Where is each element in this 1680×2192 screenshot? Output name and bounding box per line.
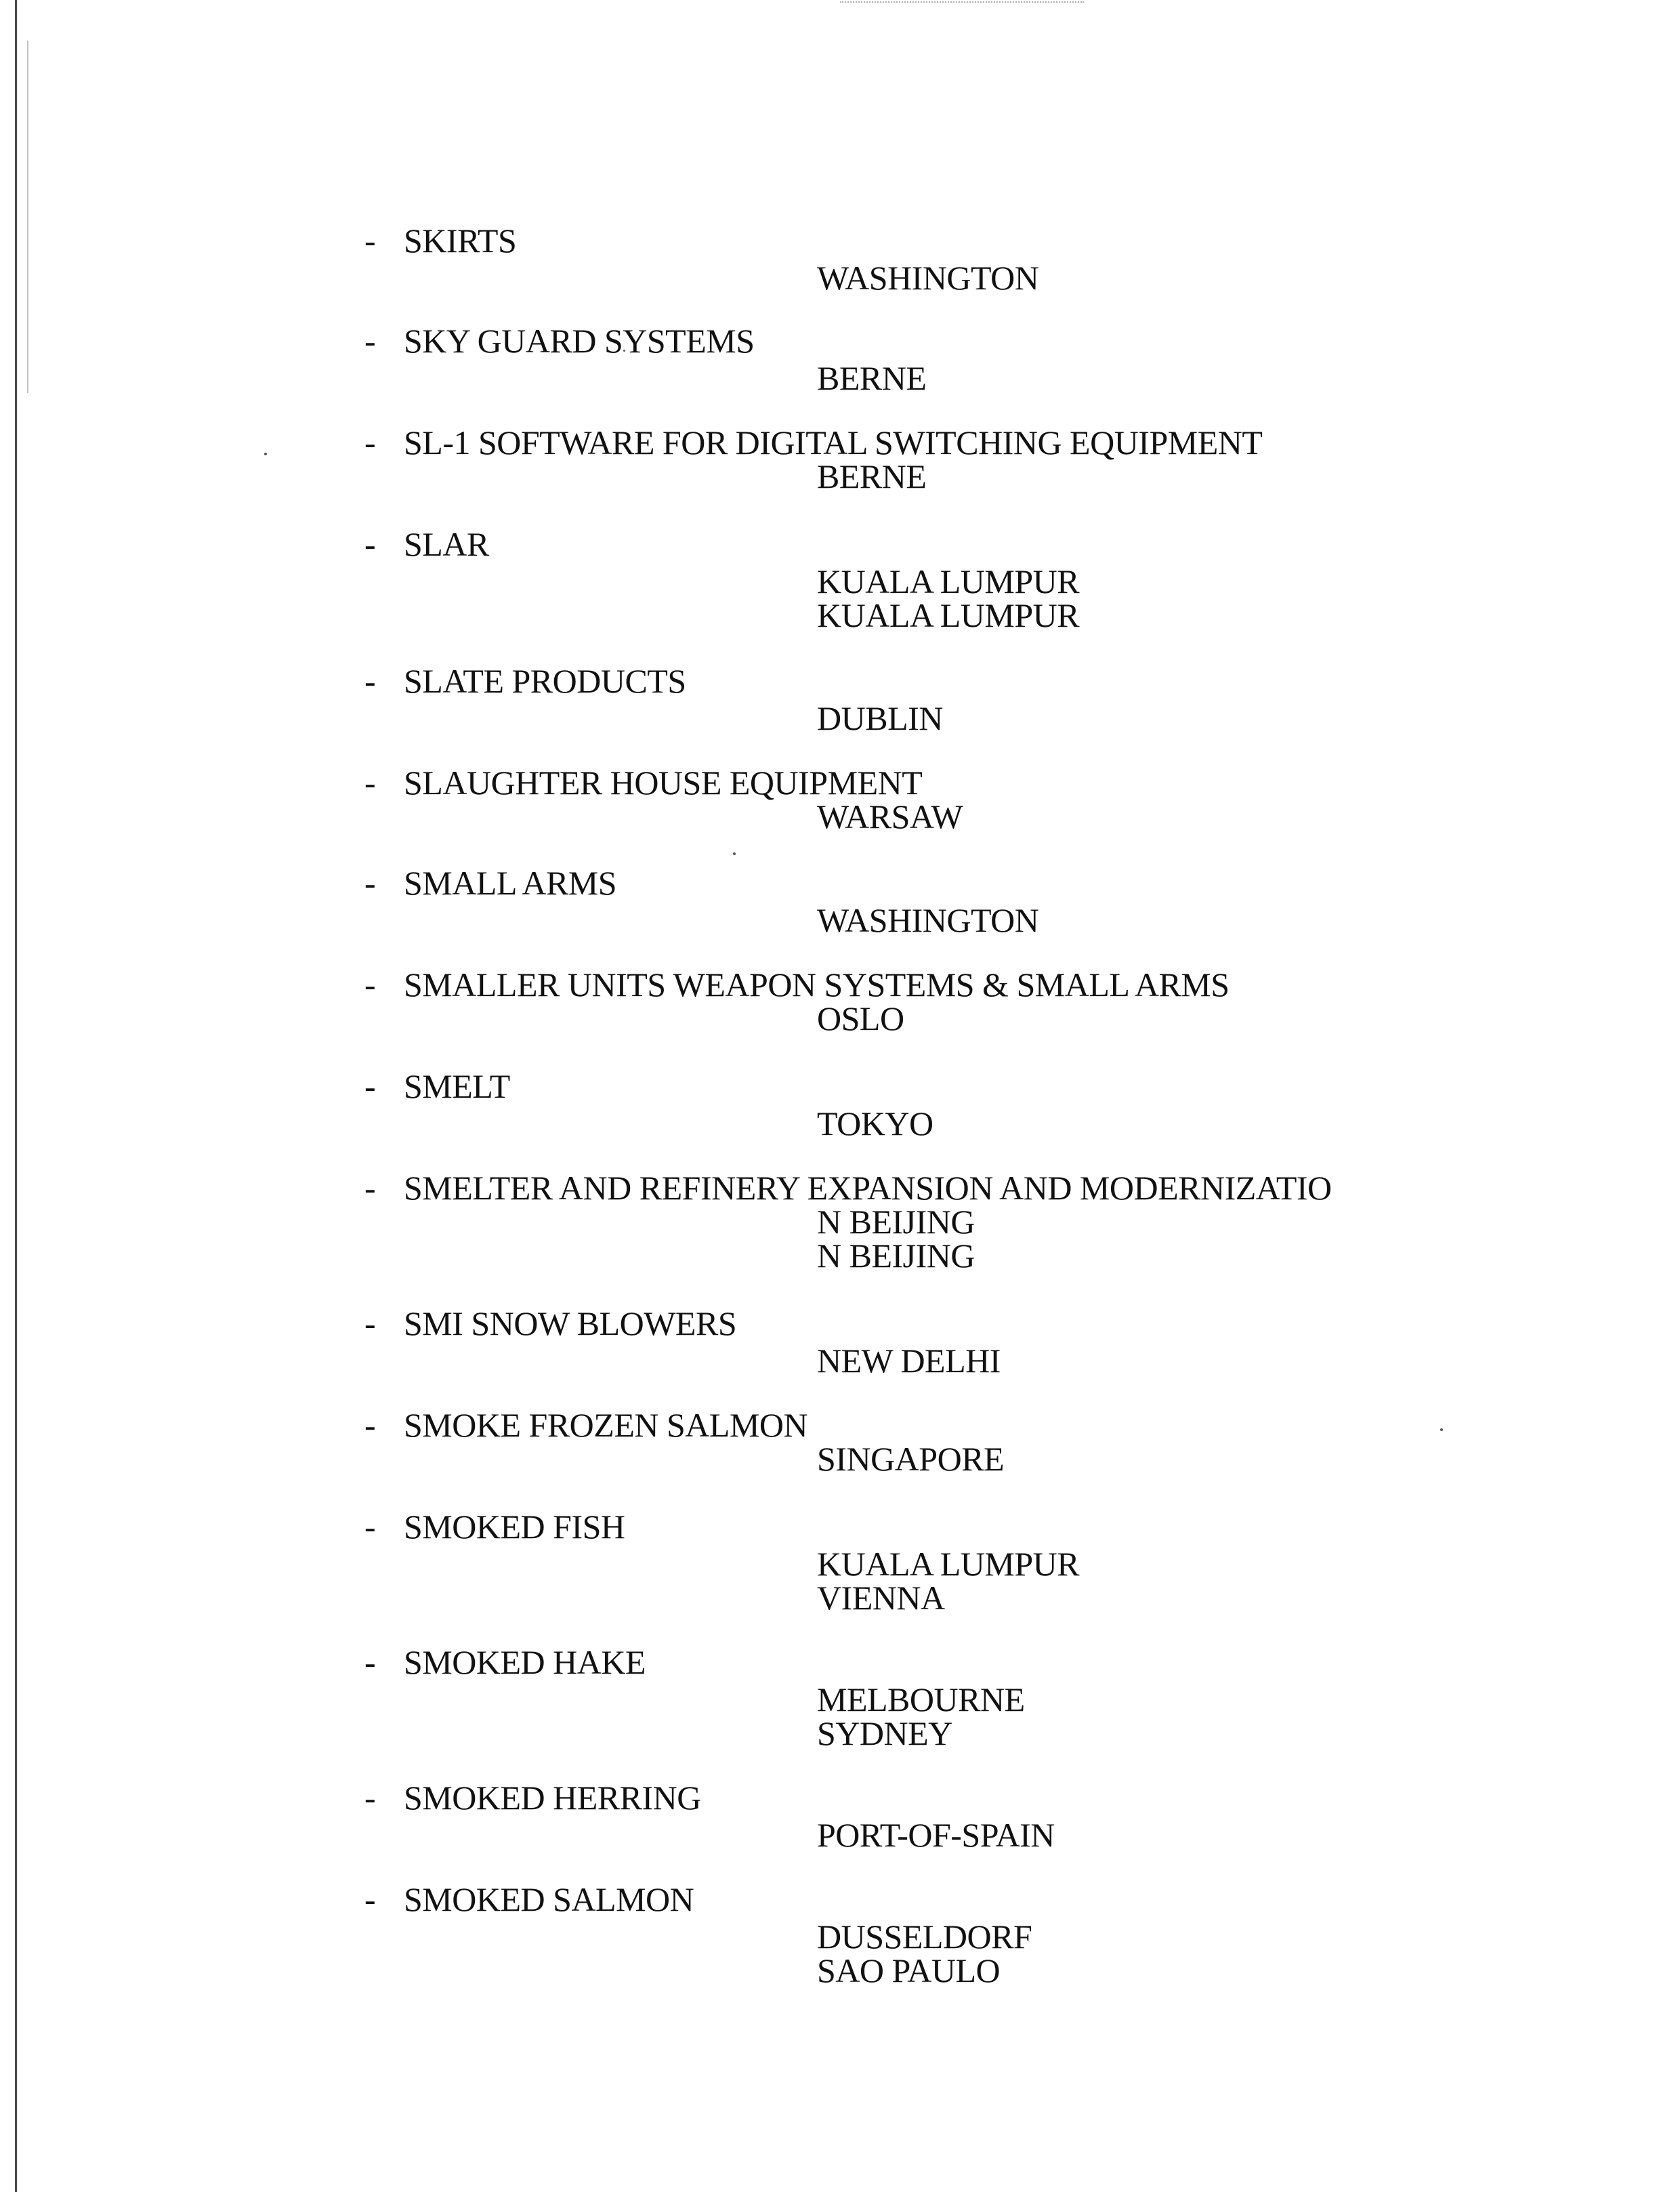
city-name: WARSAW (817, 798, 963, 835)
city-name: SAO PAULO (817, 1951, 1001, 1989)
bullet-dash: - (364, 423, 376, 461)
product-name: SMOKED HAKE (404, 1643, 646, 1681)
city-name: N BEIJING (817, 1203, 975, 1241)
city-name: KUALA LUMPUR (817, 596, 1080, 634)
bullet-dash: - (364, 662, 376, 700)
product-name: SMOKED FISH (404, 1508, 625, 1546)
city-name: OSLO (817, 999, 904, 1037)
city-name: BERNE (817, 359, 927, 397)
bullet-dash: - (364, 1643, 376, 1681)
city-name: N BEIJING (817, 1237, 975, 1275)
product-name: SMOKED SALMON (404, 1880, 694, 1918)
city-name: BERNE (817, 457, 927, 495)
bullet-dash: - (364, 1508, 376, 1546)
city-name: WASHINGTON (817, 901, 1039, 939)
product-name: SMALLER UNITS WEAPON SYSTEMS & SMALL ARMS (404, 966, 1230, 1004)
bullet-dash: - (364, 1067, 376, 1105)
product-name: SMALL ARMS (404, 864, 617, 902)
product-name: SMELTER AND REFINERY EXPANSION AND MODERNIZATIO (404, 1169, 1332, 1207)
product-name: SMOKED HERRING (404, 1779, 701, 1817)
product-name: SLATE PRODUCTS (404, 662, 686, 700)
city-name: SINGAPORE (817, 1440, 1005, 1478)
product-name: SLAUGHTER HOUSE EQUIPMENT (404, 764, 923, 802)
product-name: SKY GUARD SYSTEMS (404, 322, 755, 360)
city-name: VIENNA (817, 1579, 945, 1617)
bullet-dash: - (364, 764, 376, 802)
city-name: TOKYO (817, 1104, 933, 1142)
city-name: KUALA LUMPUR (817, 1545, 1080, 1583)
city-name: DUBLIN (817, 699, 943, 737)
bullet-dash: - (364, 966, 376, 1004)
city-name: SYDNEY (817, 1714, 952, 1752)
bullet-dash: - (364, 322, 376, 360)
bullet-dash: - (364, 1779, 376, 1817)
product-name: SMOKE FROZEN SALMON (404, 1406, 808, 1444)
bullet-dash: - (364, 525, 376, 563)
bullet-dash: - (364, 222, 376, 260)
product-name: SKIRTS (404, 222, 517, 260)
bullet-dash: - (364, 1304, 376, 1342)
product-name: SLAR (404, 525, 489, 563)
city-name: DUSSELDORF (817, 1918, 1032, 1956)
product-name: SMI SNOW BLOWERS (404, 1304, 737, 1342)
city-name: KUALA LUMPUR (817, 562, 1080, 600)
city-name: MELBOURNE (817, 1680, 1025, 1718)
product-name: SMELT (404, 1067, 510, 1105)
bullet-dash: - (364, 1406, 376, 1444)
city-name: NEW DELHI (817, 1342, 1001, 1380)
bullet-dash: - (364, 864, 376, 902)
product-name: SL-1 SOFTWARE FOR DIGITAL SWITCHING EQUIPMENT (404, 423, 1263, 461)
city-name: WASHINGTON (817, 259, 1039, 297)
bullet-dash: - (364, 1880, 376, 1918)
city-name: PORT-OF-SPAIN (817, 1816, 1055, 1854)
bullet-dash: - (364, 1169, 376, 1207)
